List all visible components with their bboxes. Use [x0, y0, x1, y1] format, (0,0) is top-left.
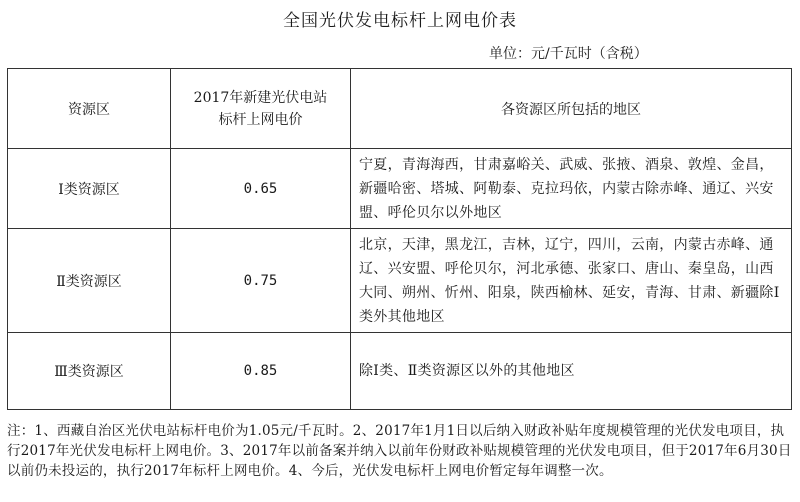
table-header-row	[8, 69, 792, 149]
region-cell: Ⅰ类资源区	[8, 149, 171, 229]
table-row	[8, 149, 792, 229]
price-cell: 0.85	[171, 333, 351, 410]
areas-cell: 宁夏，青海海西，甘肃嘉峪关、武威、张掖、酒泉、敦煌、金昌，新疆哈密、塔城、阿勒泰、克拉玛依，内蒙古除赤峰、通辽、兴安盟、呼伦贝尔以外地区	[351, 149, 792, 229]
header-price-line1: 2017年新建光伏电站	[193, 89, 328, 106]
header-region	[8, 69, 171, 149]
header-areas	[351, 69, 792, 149]
header-region-label: 资源区	[68, 101, 110, 118]
areas-cell: 除Ⅰ类、Ⅱ类资源区以外的其他地区	[351, 333, 792, 410]
document-title: 全国光伏发电标杆上网电价表	[283, 11, 517, 31]
price-cell: 0.75	[171, 229, 351, 333]
table-row	[8, 333, 792, 410]
unit-label: 单位：元/千瓦时（含税）	[489, 46, 648, 62]
areas-cell: 北京，天津，黑龙江，吉林，辽宁，四川，云南，内蒙古赤峰、通辽、兴安盟、呼伦贝尔，河北承德、张家口、唐山、秦皇岛，山西大同、朔州、忻州、阳泉，陕西榆林、延安，青海、甘肃、新疆除Ⅰ类外其他地区	[351, 229, 792, 333]
header-price-line2: 标杆上网电价	[218, 111, 303, 128]
header-areas-label: 各资源区所包括的地区	[501, 101, 641, 118]
footnote: 注：1、西藏自治区光伏电站标杆电价为1.05元/千瓦时。2、2017年1月1日以后纳入财政补贴年度规模管理的光伏发电项目，执行2017年光伏发电标杆上网电价。3、2017年以前备案并纳入以前年份财政补贴规模管理的光伏发电项目，但于2017年6月30日以前仍未投运的，执行2017年标杆上网电价。4、今后，光伏发电标杆上网电价暂定每年调整一次。	[7, 423, 792, 479]
table-row	[8, 229, 792, 333]
price-table	[7, 68, 792, 410]
header-price	[171, 69, 351, 149]
region-cell: Ⅱ类资源区	[8, 229, 171, 333]
price-cell: 0.65	[171, 149, 351, 229]
region-cell: Ⅲ类资源区	[8, 333, 171, 410]
